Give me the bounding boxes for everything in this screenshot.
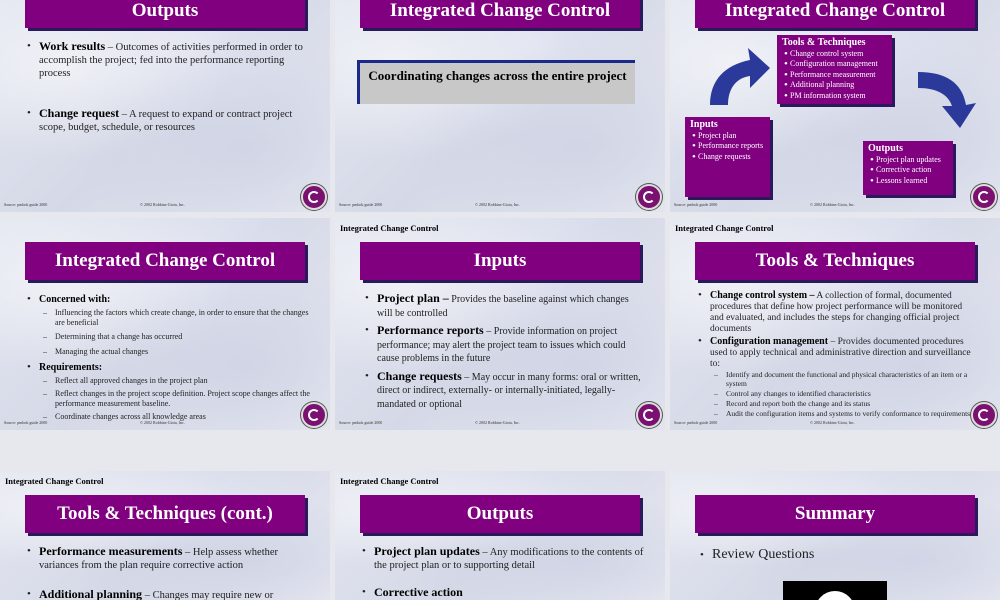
company-logo-icon [301, 402, 327, 428]
footer-copyright: © 2002 Robbins-Gioia, Inc. [810, 420, 855, 425]
footer-copyright: © 2002 Robbins-Gioia, Inc. [475, 202, 520, 207]
list-item: • Work results – Outcomes of activities performed in order to accomplish the project; fed into the performance reporting process [25, 40, 305, 80]
slide-inputs[interactable] [335, 218, 665, 430]
slide-body [696, 290, 978, 418]
company-logo-icon [971, 402, 997, 428]
footer-source: Source: pmbok guide 2000 [339, 202, 383, 207]
list-item: • Change request – A request to expand or contract project scope, budget, schedule, or resources [25, 107, 305, 134]
sub-item: – Determining that a change has occurred [41, 332, 310, 342]
list-item: • PM information system [782, 91, 887, 102]
list-item: • Performance reports [690, 141, 765, 152]
slide-title: Integrated Change Control [695, 0, 975, 28]
slide-header: Integrated Change Control [675, 223, 774, 233]
slide-title: Integrated Change Control [360, 0, 640, 28]
sub-item: – Managing the actual changes [41, 347, 310, 357]
sub-item: – Coordinate changes across all knowledge areas [41, 412, 310, 422]
list-item: • Change control system – A collection of formal, documented procedures that define how project performance will be monitored and evaluated, and includes the steps for changing official project documents [696, 290, 978, 335]
footer-copyright: © 2002 Robbins-Gioia, Inc. [140, 420, 185, 425]
footer-source: Source: pmbok guide 2000 [674, 202, 718, 207]
slide-title: Tools & Techniques [695, 242, 975, 280]
tools-box [777, 35, 892, 104]
list-item: • Change requests – May occur in many forms: oral or written, direct or indirect, externally- or internally-initiated, legally-mandated or optional [363, 370, 643, 412]
footer-source: Source: pmbok guide 2000 [674, 420, 718, 425]
outputs-box [863, 141, 953, 195]
list-item: • Lessons learned [868, 176, 948, 187]
slide-title: Integrated Change Control [25, 242, 305, 280]
company-logo-icon [301, 184, 327, 210]
inputs-box [685, 117, 770, 197]
footer-source: Source: pmbok guide 2000 [4, 202, 48, 207]
slide-outputs-2[interactable] [335, 471, 665, 600]
slide-icc-concerned[interactable] [0, 218, 330, 430]
list-item: • Project plan updates [868, 155, 948, 166]
slide-title: Outputs [360, 495, 640, 533]
list-item: • Performance measurements – Help assess whether variances from the plan require corrective action [25, 545, 310, 572]
footer-copyright: © 2002 Robbins-Gioia, Inc. [810, 202, 855, 207]
sub-item: – Record and report both the change and its status [712, 399, 978, 408]
slide-body [25, 545, 310, 600]
list-item: • Configuration management – Provides documented procedures used to apply technical and administrative direction and surveillance to: [696, 336, 978, 370]
slide-title: Tools & Techniques (cont.) [25, 495, 305, 533]
slide-title: Inputs [360, 242, 640, 280]
list-item: • Corrective action [868, 165, 948, 176]
sub-item: – Audit the configuration items and systems to verify conformance to requirements [712, 409, 978, 418]
company-logo-icon [636, 402, 662, 428]
tools-box-title: Tools & Techniques [782, 37, 866, 48]
slide-body [25, 293, 310, 422]
list-item: • Additional planning [782, 80, 887, 91]
slide-body [363, 292, 643, 411]
footer-copyright: © 2002 Robbins-Gioia, Inc. [475, 420, 520, 425]
list-item: • Project plan [690, 131, 765, 142]
slide-body [25, 40, 305, 134]
slide-title: Summary [695, 495, 975, 533]
slide-title: Outputs [25, 0, 305, 28]
company-logo-icon [636, 184, 662, 210]
list-item: • Project plan updates – Any modifications to the contents of the project plan or to supporting detail [360, 545, 645, 572]
slide-header: Integrated Change Control [340, 223, 439, 233]
outputs-box-title: Outputs [868, 143, 904, 154]
slide-body [698, 547, 978, 563]
list-item: • Corrective action [360, 586, 645, 600]
list-item: • Concerned with: [25, 293, 310, 306]
slide-icc-diagram[interactable] [670, 0, 1000, 212]
footer-source: Source: pmbok guide 2000 [4, 420, 48, 425]
list-item: • Performance measurement [782, 70, 887, 81]
sub-item: – Identify and document the functional and physical characteristics of an item or a system [712, 370, 978, 388]
curved-arrow-down-icon [918, 72, 976, 128]
slide-body [360, 545, 645, 600]
slide-header: Integrated Change Control [5, 476, 104, 486]
footer-copyright: © 2002 Robbins-Gioia, Inc. [140, 202, 185, 207]
sub-item: – Reflect all approved changes in the project plan [41, 376, 310, 386]
question-mark-image [783, 581, 887, 600]
list-item: • Change control system [782, 49, 887, 60]
slide-icc-coordinating[interactable] [335, 0, 665, 212]
list-item: • Review Questions [698, 547, 978, 563]
list-item: • Performance reports – Provide information on project performance; may alert the project team to issues which could cause problems in the future [363, 324, 643, 366]
slide-tools-cont[interactable] [0, 471, 330, 600]
curved-arrow-up-icon [710, 48, 770, 105]
slide-header: Integrated Change Control [340, 476, 439, 486]
list-item: • Requirements: [25, 361, 310, 374]
slide-outputs-1[interactable] [0, 0, 330, 212]
sub-item: – Influencing the factors which create change, in order to ensure that the changes are beneficial [41, 308, 310, 328]
list-item: • Project plan – Provides the baseline against which changes will be controlled [363, 292, 643, 320]
footer-source: Source: pmbok guide 2000 [339, 420, 383, 425]
coordinating-box: Coordinating changes across the entire project [357, 60, 635, 104]
company-logo-icon [971, 184, 997, 210]
list-item: • Configuration management [782, 59, 887, 70]
list-item: • Additional planning – Changes may require new or [25, 588, 310, 600]
list-item: • Change requests [690, 152, 765, 163]
sub-item: – Control any changes to identified characteristics [712, 389, 978, 398]
slide-tools[interactable] [670, 218, 1000, 430]
inputs-box-title: Inputs [690, 119, 718, 130]
slide-summary[interactable] [670, 471, 1000, 600]
sub-item: – Reflect changes in the project scope definition. Project scope changes affect the performance measurement baseline. [41, 389, 310, 409]
